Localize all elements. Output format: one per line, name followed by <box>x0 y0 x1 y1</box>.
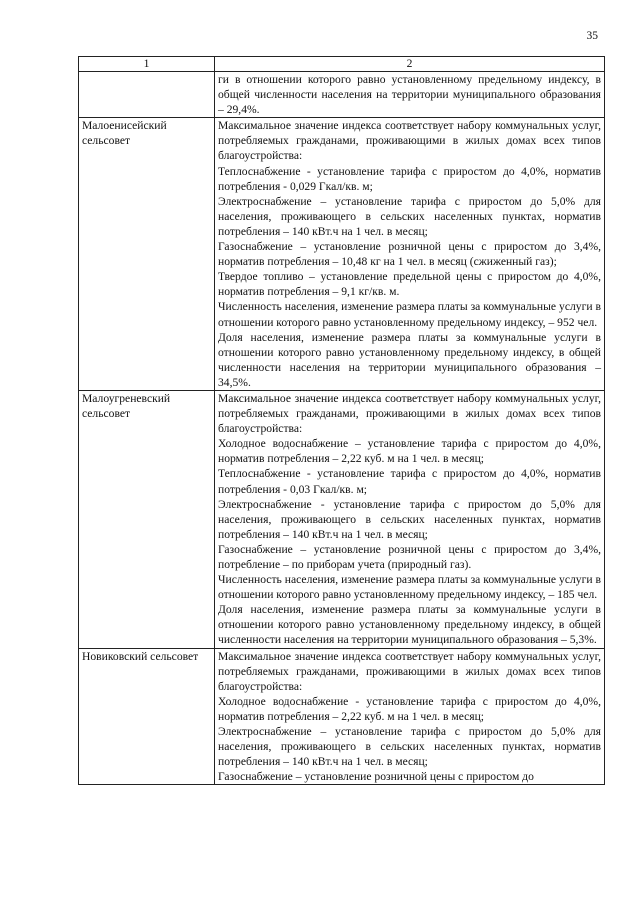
description-paragraph: Газоснабжение – установление розничной цены с приростом до 3,4%, норматив потребления – 10,48 кг на 1 чел. в месяц (сжиженный газ); <box>218 240 601 269</box>
municipality-name: Малоенисейский сельсовет <box>79 118 215 391</box>
description-paragraph: Доля населения, изменение размера платы за коммунальные услуги в отношении которого равно установленному предельному индексу, в общей численности населения на территории муниципального образования – 5,3%. <box>218 603 601 647</box>
description-paragraph: Электроснабжение – установление тарифа с приростом до 5,0% для населения, проживающего в сельских населенных пунктах, норматив потребления – 140 кВт.ч на 1 чел. в месяц; <box>218 194 601 238</box>
column-header-2: 2 <box>215 57 605 72</box>
page-number: 35 <box>586 30 598 42</box>
tariff-index-table <box>78 56 605 785</box>
municipality-name: Новиковский сельсовет <box>79 648 215 785</box>
table-row <box>79 648 605 785</box>
description-paragraph: Численность населения, изменение размера платы за коммунальные услуги в отношении которого равно установленному предельному индексу, – 185 чел. <box>218 573 601 602</box>
description-paragraph: Электроснабжение - установление тарифа с приростом до 5,0% для населения, проживающего в сельских населенных пунктах, норматив потребления – 140 кВт.ч на 1 чел. в месяц; <box>218 497 601 541</box>
description-paragraph: Максимальное значение индекса соответствует набору коммунальных услуг, потребляемых гражданами, проживающими в жилых домах всех типов благоустройства: <box>218 391 601 436</box>
description-paragraph: Численность населения, изменение размера платы за коммунальные услуги в отношении которого равно установленному предельному индексу, – 952 чел. <box>218 300 601 329</box>
description-paragraph: ги в отношении которого равно установленному предельному индексу, в общей численности населения на территории муниципального образования – 29,4%. <box>218 73 601 117</box>
municipality-name: Малоугреневский сельсовет <box>79 390 215 648</box>
index-description <box>215 118 605 391</box>
index-description <box>215 648 605 785</box>
description-paragraph: Электроснабжение – установление тарифа с приростом до 5,0% для населения, проживающего в сельских населенных пунктах, норматив потребления – 140 кВт.ч на 1 чел. в месяц; <box>218 725 601 769</box>
index-description <box>215 390 605 648</box>
description-paragraph: Холодное водоснабжение – установление тарифа с приростом до 4,0%, норматив потребления – 2,22 куб. м на 1 чел. в месяц; <box>218 437 601 466</box>
column-header-1: 1 <box>79 57 215 72</box>
description-paragraph: Твердое топливо – установление предельной цены с приростом до 4,0%, норматив потребления – 9,1 кг/кв. м. <box>218 270 601 299</box>
index-description <box>215 72 605 118</box>
municipality-name <box>79 72 215 118</box>
description-paragraph: Максимальное значение индекса соответствует набору коммунальных услуг, потребляемых гражданами, проживающими в жилых домах всех типов благоустройства: <box>218 649 601 693</box>
description-paragraph: Доля населения, изменение размера платы за коммунальные услуги в отношении которого равно установленному предельному индексу, в общей численности населения на территории муниципального образования – 34,5%. <box>218 330 601 389</box>
description-paragraph: Газоснабжение – установление розничной цены с приростом до 3,4%, потребление – по приборам учета (природный газ). <box>218 542 601 571</box>
description-paragraph: Максимальное значение индекса соответствует набору коммунальных услуг, потребляемых гражданами, проживающими в жилых домах всех типов благоустройства: <box>218 119 601 163</box>
table-row <box>79 72 605 118</box>
table-row <box>79 390 605 648</box>
description-paragraph: Холодное водоснабжение - установление тарифа с приростом до 4,0%, норматив потребления – 2,22 куб. м на 1 чел. в месяц; <box>218 694 601 723</box>
description-paragraph: Газоснабжение – установление розничной цены с приростом до <box>218 770 534 784</box>
table-row <box>79 118 605 391</box>
description-paragraph: Теплоснабжение - установление тарифа с приростом до 4,0%, норматив потребления - 0,03 Гкал/кв. м; <box>218 467 601 496</box>
table-header-row <box>79 57 605 72</box>
description-paragraph: Теплоснабжение - установление тарифа с приростом до 4,0%, норматив потребления - 0,029 Гкал/кв. м; <box>218 164 601 193</box>
